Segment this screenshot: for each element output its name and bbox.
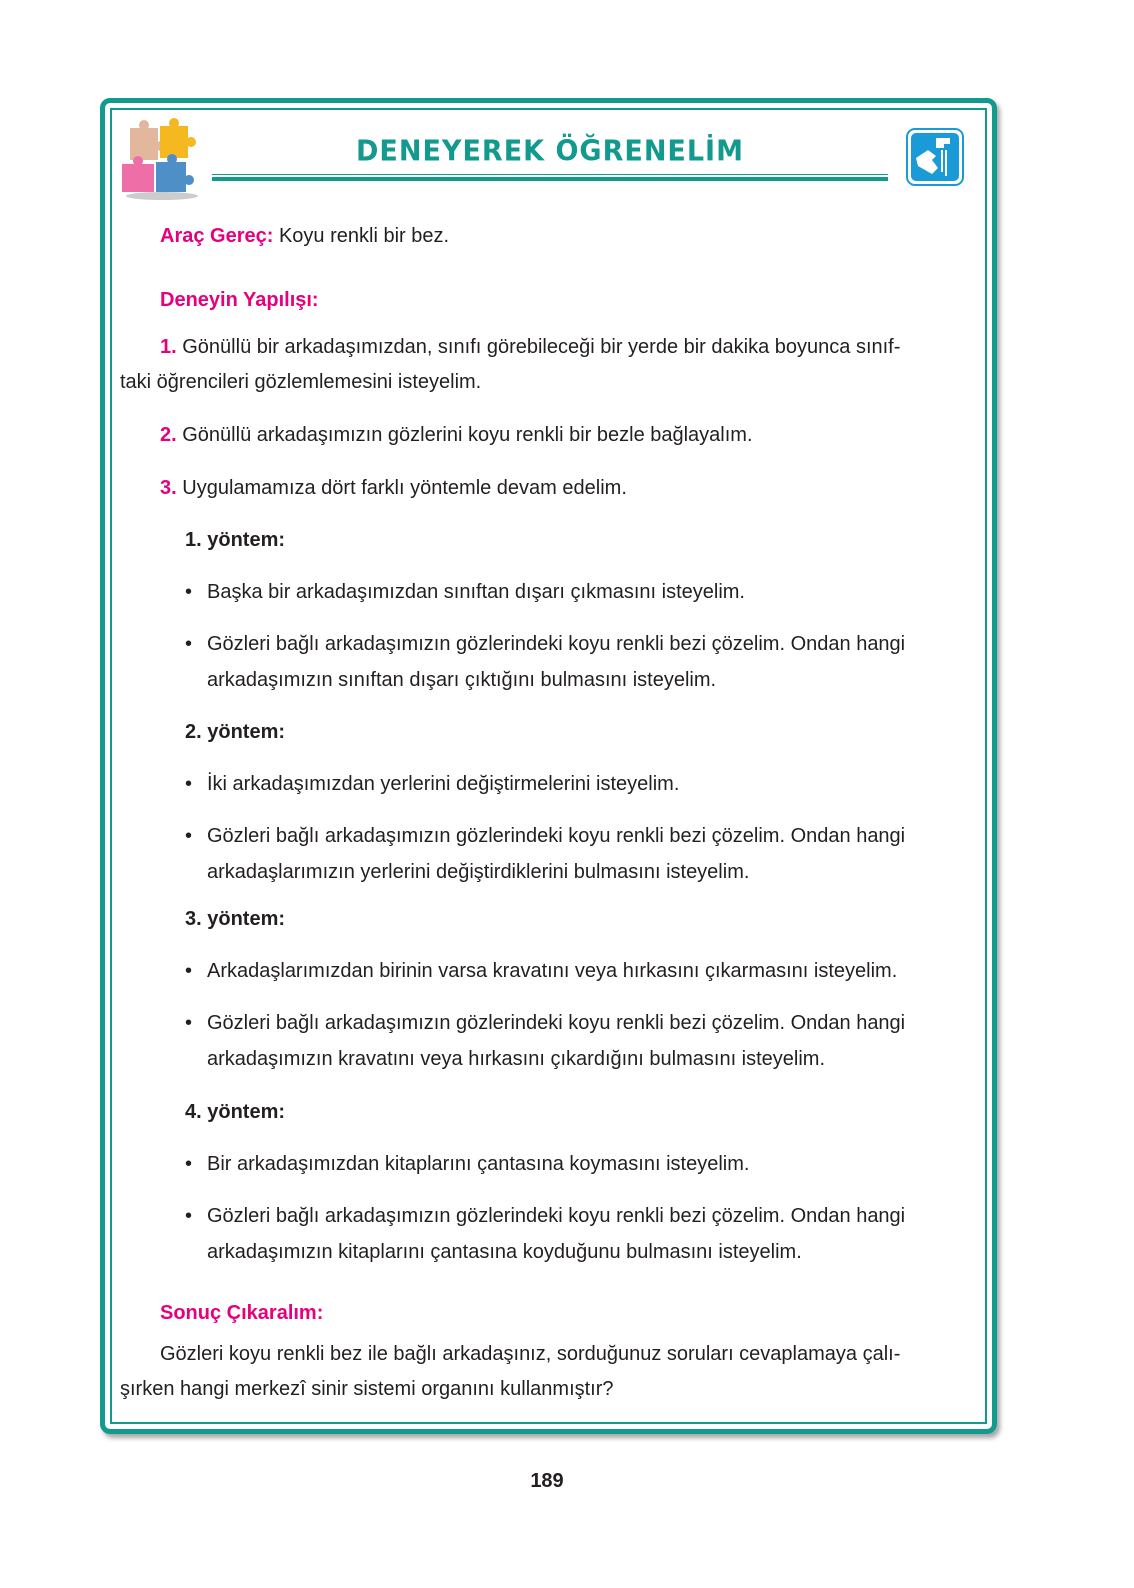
title-rule-thick [212, 177, 888, 181]
bullet-text: Gözleri bağlı arkadaşımızın gözlerindeki koyu renkli bezi çözelim. Ondan hangi [207, 1012, 906, 1034]
step-2-text: Gönüllü arkadaşımızın gözlerini koyu renkli bir bezle bağlayalım. [182, 424, 753, 446]
bullet-text: Başka bir arkadaşımızdan sınıftan dışarı çıkmasını isteyelim. [207, 581, 745, 603]
hand-washing-icon [906, 128, 964, 186]
title-rule [212, 174, 888, 175]
bullet-text: Gözleri bağlı arkadaşımızın gözlerindeki koyu renkli bezi çözelim. Ondan hangi [207, 633, 906, 655]
bullet-icon: • [185, 825, 193, 847]
conclusion-heading: Sonuç Çıkaralım: [160, 1302, 324, 1324]
method-title: 2. yöntem: [185, 721, 286, 743]
bullet-icon: • [185, 581, 193, 603]
bullet-text: arkadaşımızın kitaplarını çantasına koyduğunu bulmasını isteyelim. [207, 1241, 802, 1263]
bullet-text: Arkadaşlarımızdan birinin varsa kravatını veya hırkasını çıkarmasını isteyelim. [207, 960, 898, 982]
materials-line [160, 224, 449, 248]
bullet-text: arkadaşımızın kravatını veya hırkasını çıkardığını bulmasını isteyelim. [207, 1048, 826, 1070]
bullet-icon: • [185, 633, 193, 655]
step-2-label: 2. [160, 424, 177, 446]
bullet-text: arkadaşımızın sınıftan dışarı çıktığını bulmasını isteyelim. [207, 669, 717, 691]
bullet-text: arkadaşlarımızın yerlerini değiştirdiklerini bulmasını isteyelim. [207, 861, 750, 883]
materials-line-text: Koyu renkli bir bez. [278, 225, 450, 247]
method-title: 3. yöntem: [185, 908, 286, 930]
page-title: DENEYEREK ÖĞRENELİM [356, 135, 744, 168]
bullet-text: Gözleri bağlı arkadaşımızın gözlerindeki koyu renkli bezi çözelim. Ondan hangi [207, 1205, 906, 1227]
step-1-label: 1. [160, 336, 177, 358]
bullet-icon: • [185, 773, 193, 795]
bullet-text: Bir arkadaşımızdan kitaplarını çantasına koymasını isteyelim. [207, 1153, 750, 1175]
bullet-icon: • [185, 960, 193, 982]
materials-line-label: Araç Gereç: [160, 225, 274, 247]
bullet-icon: • [185, 1205, 193, 1227]
conclusion-text-continuation: şırken hangi merkezî sinir sistemi organını kullanmıştır? [120, 1378, 614, 1400]
step-1-text: Gönüllü bir arkadaşımızdan, sınıfı görebileceği bir yerde bir dakika boyunca sınıf- [182, 336, 901, 358]
bullet-text: Gözleri bağlı arkadaşımızın gözlerindeki koyu renkli bezi çözelim. Ondan hangi [207, 825, 906, 847]
step-1-continuation: taki öğrencileri gözlemlemesini isteyelim. [120, 371, 482, 393]
step-3-text: Uygulamamıza dört farklı yöntemle devam edelim. [182, 477, 627, 499]
page-number: 189 [530, 1470, 564, 1492]
method-title: 4. yöntem: [185, 1101, 286, 1123]
procedure-heading: Deneyin Yapılışı: [160, 289, 319, 311]
step-3 [160, 476, 627, 500]
bullet-text: İki arkadaşımızdan yerlerini değiştirmelerini isteyelim. [207, 773, 680, 795]
step-2 [160, 423, 753, 447]
conclusion-text: Gözleri koyu renkli bez ile bağlı arkadaşınız, sorduğunuz soruları cevaplamaya çalı- [160, 1343, 901, 1365]
bullet-icon: • [185, 1012, 193, 1034]
step-1 [160, 335, 900, 359]
bullet-icon: • [185, 1153, 193, 1175]
step-3-label: 3. [160, 477, 177, 499]
method-title: 1. yöntem: [185, 529, 286, 551]
puzzle-icon [116, 118, 208, 202]
